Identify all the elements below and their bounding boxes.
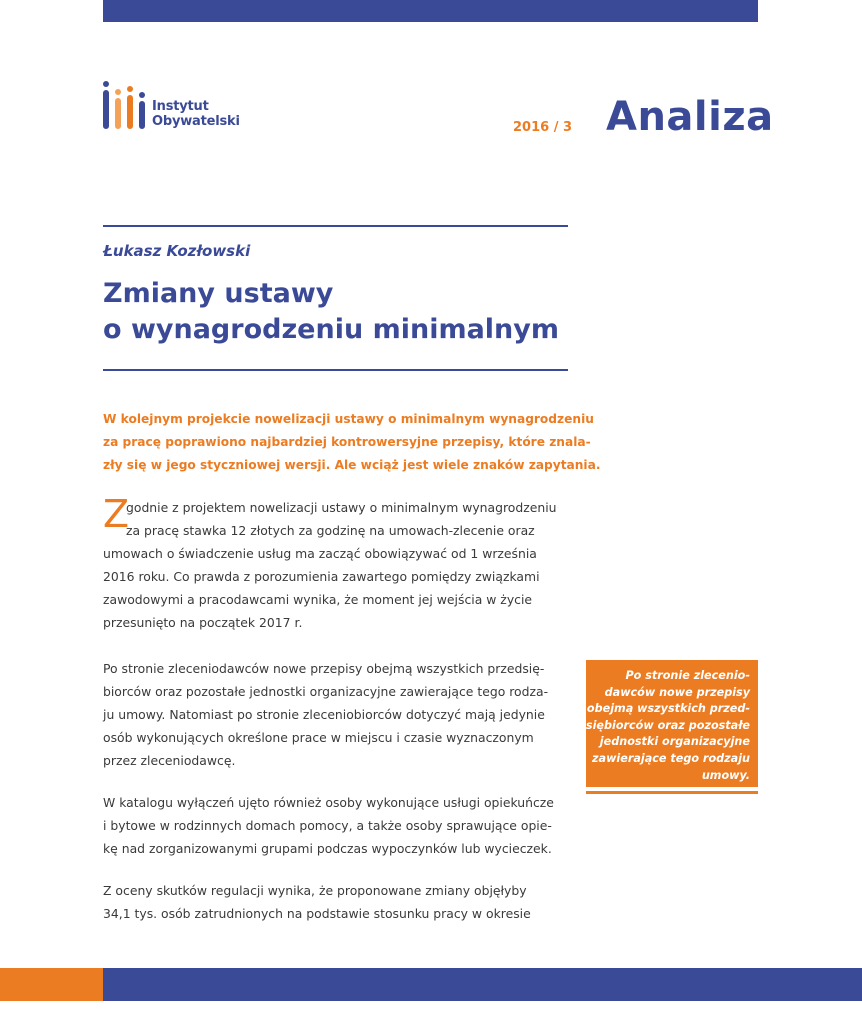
- pull-quote-line: Po stronie zlecenio-: [625, 669, 750, 682]
- logo-line-2: Obywatelski: [152, 114, 240, 129]
- drop-cap: Z: [103, 492, 130, 536]
- paragraph-2: [103, 657, 568, 772]
- author-name: Łukasz Kozłowski: [103, 242, 251, 260]
- pull-quote-line: zawierające tego rodzaju: [592, 751, 750, 765]
- top-accent-bar: [103, 0, 758, 22]
- document-type: Analiza: [606, 94, 774, 140]
- body-line: Po stronie zleceniodawców nowe przepisy obejmą wszystkich przedsię-: [103, 661, 545, 676]
- body-line: kę nad zorganizowanymi grupami podczas wypoczynków lub wycieczek.: [103, 841, 552, 856]
- body-line: za pracę stawka 12 złotych za godzinę na umowach-zlecenie oraz: [126, 523, 535, 538]
- pull-quote-underline: [586, 791, 758, 794]
- body-line: Z oceny skutków regulacji wynika, że proponowane zmiany objęłyby: [103, 883, 527, 898]
- pull-quote-line: umowy.: [701, 768, 750, 782]
- body-line: i bytowe w rodzinnych domach pomocy, a także osoby sprawujące opie-: [103, 818, 552, 833]
- body-line: osób wykonujących określone prace w miejscu i czasie wyznaczonym: [103, 730, 534, 745]
- title-divider: [103, 369, 568, 371]
- lead-line: W kolejnym projekcie nowelizacji ustawy o minimalnym wynagrodzeniu: [103, 412, 594, 426]
- pull-quote-line: jednostki organizacyjne: [599, 735, 750, 749]
- article-title: [103, 276, 573, 348]
- pull-quote-line: siębiorców oraz pozostałe: [585, 718, 750, 732]
- paragraph-4: [103, 879, 568, 925]
- body-line: przez zleceniodawcę.: [103, 753, 236, 768]
- top-divider: [103, 225, 568, 227]
- body-line: ju umowy. Natomiast po stronie zleceniobiorców dotyczyć mają jedynie: [103, 707, 545, 722]
- body-line: zawodowymi a pracodawcami wynika, że moment jej wejścia w życie: [103, 592, 533, 607]
- pull-quote-line: obejmą wszystkich przed-: [586, 702, 750, 716]
- body-line: umowach o świadczenie usług ma zacząć obowiązywać od 1 września: [103, 546, 537, 561]
- body-line: przesunięto na początek 2017 r.: [103, 615, 303, 630]
- body-line: 34,1 tys. osób zatrudnionych na podstawie stosunku pracy w okresie: [103, 906, 531, 921]
- logo-line-1: Instytut: [152, 99, 209, 114]
- lead-line: za pracę poprawiono najbardziej kontrowersyjne przepisy, które znala-: [103, 435, 591, 449]
- footer-accent-orange: [0, 968, 103, 1001]
- body-line: godnie z projektem nowelizacji ustawy o minimalnym wynagrodzeniu: [126, 500, 557, 515]
- issue-number: 2016 / 3: [513, 120, 573, 135]
- body-line: 2016 roku. Co prawda z porozumienia zawartego pomiędzy związkami: [103, 569, 540, 584]
- body-line: biorców oraz pozostałe jednostki organizacyjne zawierające tego rodza-: [103, 684, 549, 699]
- logo-wordmark: [152, 99, 240, 129]
- lead-line: zły się w jego styczniowej wersji. Ale wciąż jest wiele znaków zapytania.: [103, 458, 601, 472]
- body-line: W katalogu wyłączeń ujęto również osoby wykonujące usługi opiekuńcze: [103, 795, 554, 810]
- footer-accent-blue: [103, 968, 862, 1001]
- title-line: o wynagrodzeniu minimalnym: [103, 314, 560, 345]
- title-line: Zmiany ustawy: [103, 278, 334, 309]
- pull-quote-box: [586, 660, 758, 787]
- pull-quote-text: [586, 668, 750, 784]
- paragraph-1: [103, 492, 568, 634]
- paragraph-3: [103, 791, 568, 860]
- pull-quote-line: dawców nowe przepisy: [604, 685, 750, 699]
- lead-paragraph: [103, 408, 601, 477]
